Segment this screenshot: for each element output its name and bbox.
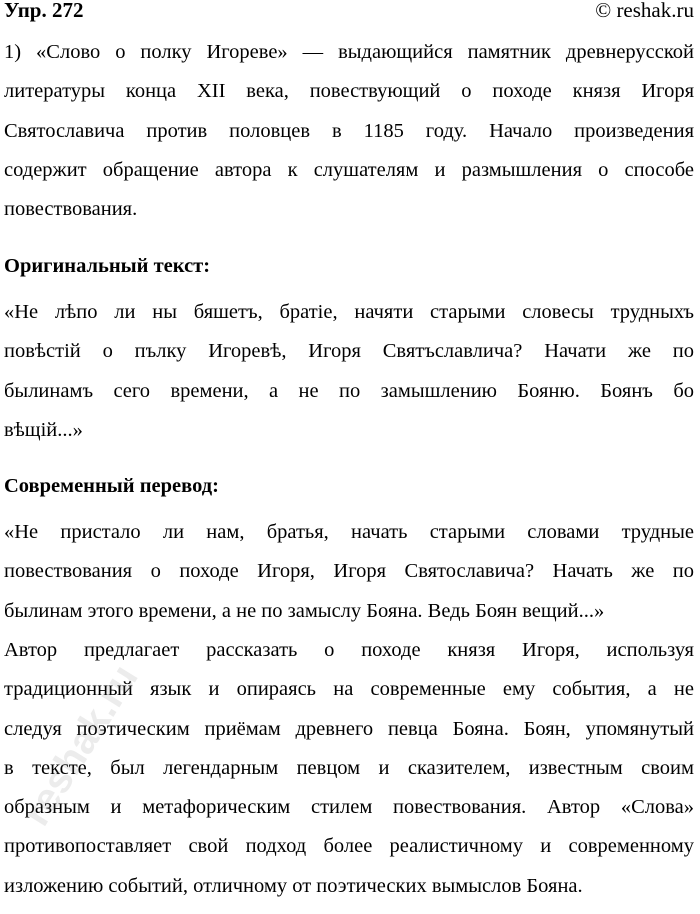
text-line: изложению событий, отличному от поэтических вымыслов Бояна. [4,874,583,897]
text-line: «Не пристало ли нам, братья, начать старыми словами трудные [4,521,694,543]
original-text [4,293,694,450]
text-line: следуя поэтическим приёмам древнего певца Бояна. Боян, упомянутый [4,717,694,740]
text-line: вѣщій...» [4,418,83,441]
text-line: содержит обращение автора к слушателям и размышления о способе [4,158,694,181]
translation-heading: Современный перевод: [4,475,219,497]
text-line: традиционный язык и опираясь на современные ему события, а не [4,678,694,701]
exercise-number: Упр. 272 [4,0,84,22]
text-line: Святославича против половцев в 1185 году. Начало произведения [4,119,694,142]
text-line: повествования о походе Игоря, Игоря Святославича? Начать же по [4,560,694,583]
translation-text [4,513,694,631]
text-line: образным и метафорическим стилем повествования. Автор «Слова» [4,796,694,819]
text-line: «Не лѣпо ли ны бяшетъ, братіе, начяти старыми словесы трудныхъ [4,301,694,323]
text-line: былинамъ сего времени, а не по замышлению Бояню. Боянъ бо [4,379,694,402]
copyright: © reshak.ru [595,0,694,22]
watermark: reshak.ru [14,657,147,834]
text-line: Автор предлагает рассказать о походе князя Игоря, используя [4,639,694,661]
original-heading: Оригинальный текст: [4,255,211,277]
intro-paragraph [4,33,694,229]
text-line: 1) «Слово о полку Игореве» — выдающийся памятник древнерусской [4,41,694,63]
text-line: повѣстій о пълку Игоревѣ, Игоря Святъславлича? Начати же по [4,340,694,363]
text-line: в тексте, был легендарным певцом и сказителем, известным своим [4,756,694,779]
text-line: противопоставляет свой подход более реалистичному и современному [4,835,694,858]
text-line: повествования. [4,198,138,221]
page-header [4,0,694,28]
text-line: литературы конца XII века, повествующий о походе князя Игоря [4,80,694,103]
text-line: былинам этого времени, а не по замыслу Бояна. Ведь Боян вещий...» [4,599,605,622]
commentary-paragraph [4,631,694,906]
